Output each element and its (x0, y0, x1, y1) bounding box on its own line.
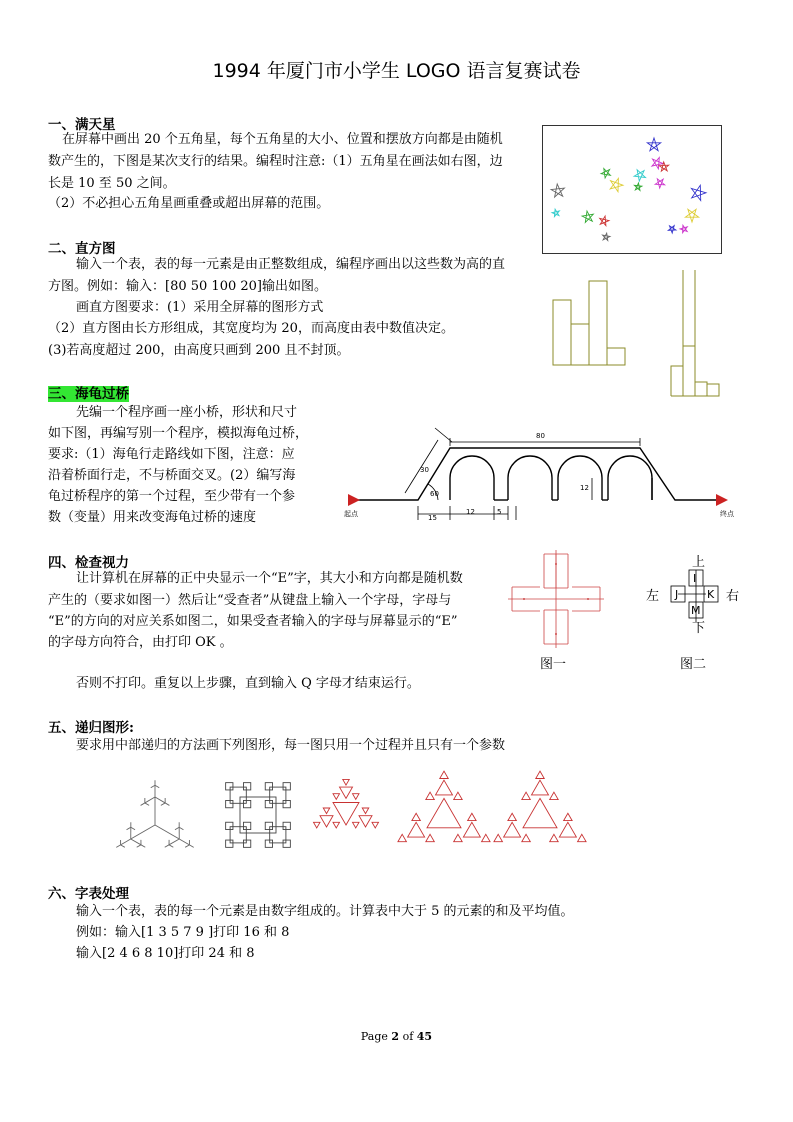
s3-line-1: 先编一个程序画一座小桥，形状和尺寸 (76, 405, 298, 420)
s4-line-1: 让计算机在屏幕的正中央显示一个“E”字，其大小和方向都是随机数 (76, 571, 463, 586)
histogram-bar (683, 346, 695, 396)
figure-two-caption: 图二 (680, 657, 707, 672)
bridge-end-label: 终点 (720, 510, 734, 518)
histogram-bar (589, 281, 607, 365)
figure-one-e-directions (508, 550, 604, 648)
figure-one-caption: 图一 (540, 657, 567, 672)
bridge-base-a: 15 (428, 514, 437, 522)
s1-line-3: 长是 10 至 50 之间。 (48, 176, 176, 191)
recursive-triangle-figure-3 (494, 771, 586, 842)
section-6-heading: 六、字表处理 (48, 886, 129, 902)
dir-up: 上 (692, 555, 706, 570)
section-2-heading: 二、直方图 (48, 241, 116, 257)
section-1-heading: 一、满天星 (48, 117, 116, 133)
section-5-heading: 五、递归图形: (48, 720, 134, 736)
section-3-heading: 三、海龟过桥 (48, 386, 129, 402)
bridge-base-c: 5 (497, 508, 502, 516)
s3-line-6: 数（变量）用来改变海龟过桥的速度 (48, 510, 257, 525)
histogram-bar (671, 382, 707, 396)
key-i: I (693, 572, 697, 585)
bridge-angle: 60 (430, 490, 439, 498)
s2-line-1: 输入一个表，表的每一元素是由正整数组成，编程序画出以这些数为高的直 (76, 257, 506, 272)
s4-line-5: 否则不打印。重复以上步骤，直到输入 Q 字母才结束运行。 (76, 676, 420, 691)
s4-line-4: 的字母方向符合，由打印 OK 。 (48, 635, 233, 650)
key-j: J (675, 588, 679, 601)
s4-line-3: “E”的方向的对应关系如图二，如果受查者输入的字母与屏幕显示的“E” (48, 614, 458, 629)
s4-line-2: 产生的（要求如图一）然后让“受查者”从键盘上输入一个字母，字母与 (48, 593, 452, 608)
s6-line-1: 输入一个表，表的每一个元素是由数字组成的。计算表中大于 5 的元素的和及平均值。 (76, 904, 574, 919)
s1-line-2: 数产生的，下图是某次支行的结果。编程时注意:（1）五角星在画法如右图，边 (48, 154, 503, 169)
recursive-square-figure (226, 783, 291, 848)
recursive-triangle-figure-2 (398, 771, 490, 842)
histogram-figure (550, 266, 730, 398)
bridge-start-label: 起点 (344, 510, 358, 518)
s2-line-3: 画直方图要求：(1）采用全屏幕的图形方式 (76, 300, 324, 315)
s3-line-2: 如下图，再编写别一个程序，模拟海龟过桥， (48, 426, 309, 441)
histogram-bar (671, 366, 683, 396)
s6-line-2: 例如：输入[1 3 5 7 9 ]打印 16 和 8 (76, 925, 290, 940)
histogram-bar (707, 384, 719, 396)
key-m: M (691, 604, 701, 617)
s6-line-3: 输入[2 4 6 8 10]打印 24 和 8 (76, 946, 255, 961)
s3-line-4: 沿着桥面行走，不与桥面交叉。(2）编写海 (48, 468, 296, 483)
s5-line: 要求用中部递归的方法画下列图形，每一图只用一个过程并且只有一个参数 (76, 738, 506, 753)
s2-line-2: 方图。例如：输入：[80 50 100 20]输出如图。 (48, 279, 327, 294)
star-field-figure (542, 125, 722, 255)
page-title: 1994 年厦门市小学生 LOGO 语言复赛试卷 (212, 60, 581, 82)
key-k: K (707, 588, 715, 601)
s3-line-5: 龟过桥程序的第一个过程，至少带有一个参 (48, 489, 296, 504)
recursive-triangle-figure-1 (314, 779, 379, 828)
dir-left: 左 (646, 589, 660, 604)
histogram-bar (571, 324, 589, 365)
dir-right: 右 (726, 589, 740, 604)
s3-line-3: 要求:（1）海龟行走路线如下图，注意：应 (48, 447, 295, 462)
histogram-bar (553, 300, 571, 365)
s1-line-4: （2）不必担心五角星画重叠或超出屏幕的范围。 (48, 196, 330, 211)
bridge-pier-height: 12 (580, 484, 589, 492)
s1-line-1: 在屏幕中画出 20 个五角星，每个五角星的大小、位置和摆放方向都是由随机 (62, 132, 503, 147)
recursive-tree-figure (116, 780, 193, 847)
recursive-figures (100, 760, 600, 860)
dir-down: 下 (692, 621, 706, 636)
histogram-bar (607, 348, 625, 365)
bridge-figure (340, 418, 745, 528)
bridge-base-b: 12 (466, 508, 475, 516)
section-4-heading: 四、检查视力 (48, 555, 129, 571)
s2-line-4: （2）直方图由长方形组成，其宽度均为 20，而高度由表中数值决定。 (48, 321, 454, 336)
s2-line-5: (3)若高度超过 200，由高度只画到 200 且不封顶。 (48, 343, 350, 358)
figure-two-key-map (640, 550, 750, 640)
bridge-slope-length: 30 (420, 466, 429, 474)
bridge-top-length: 80 (536, 432, 545, 440)
page-footer: Page 2 of 45 (360, 1030, 433, 1043)
